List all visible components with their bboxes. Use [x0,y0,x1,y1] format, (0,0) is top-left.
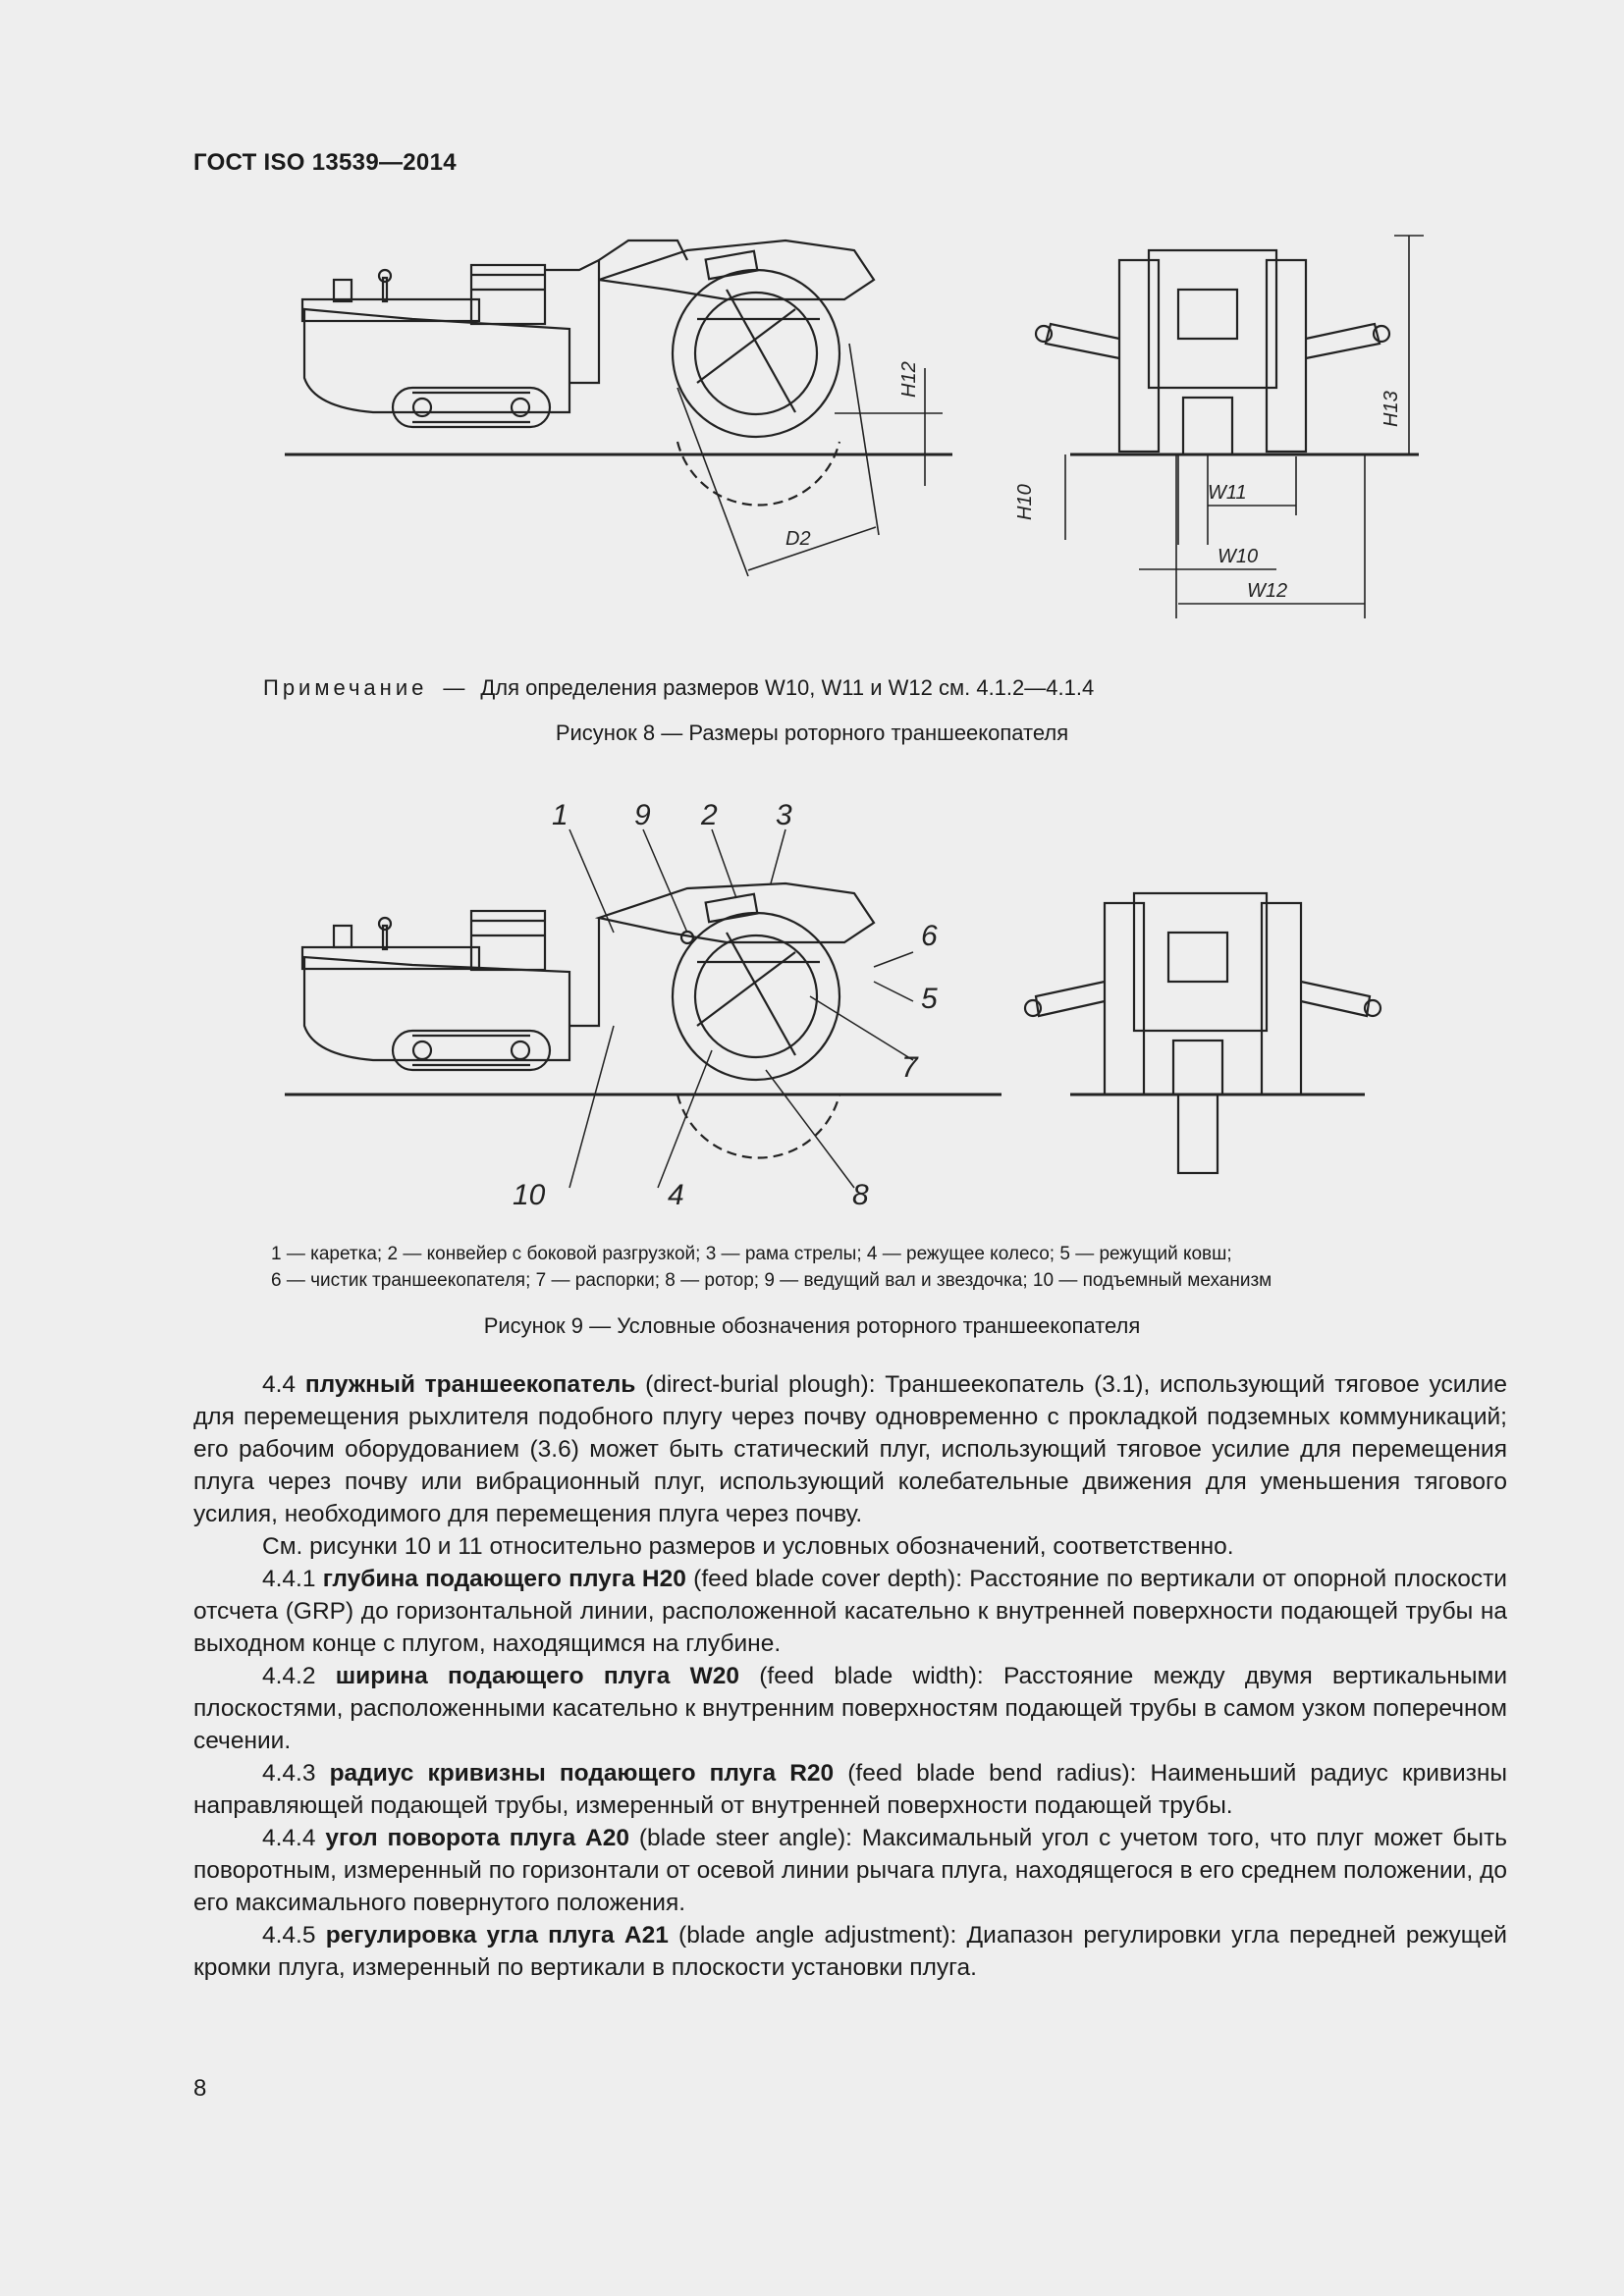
definition: (blade steer angle): Максимальный угол с учетом того, что плуг может быть поворотным, измеренный по горизонтали от осевой линии рычага плуга, находящегося в его среднем положении, до его максимального повернутого положения. [193,1825,1508,1916]
term: радиус кривизны подающего плуга R20 [329,1760,835,1787]
legend-line-2: 6 — чистик траншеекопателя; 7 — распорки; 8 — ротор; 9 — ведущий вал и звездочка; 10 — подъемный механизм [271,1270,1272,1291]
label-h12: H12 [898,361,920,398]
label-h10: H10 [1014,484,1036,520]
figure-8-drawing [275,221,1434,633]
label-d2: D2 [785,528,811,550]
figure-8-note [263,675,1094,701]
callout-8: 8 [852,1179,869,1211]
term: глубина подающего плуга H20 [322,1566,686,1592]
clause-number: 4.4 [262,1371,297,1398]
clause-number: 4.4.2 [262,1663,316,1689]
figure-9-drawing [275,800,1404,1212]
paragraph-4-4 [193,1368,1507,1530]
clause-number: 4.4.5 [262,1922,316,1949]
callout-5: 5 [921,983,938,1015]
paragraph-4-4-5 [193,1919,1507,1984]
term: угол поворота плуга A20 [325,1825,630,1851]
legend-line-1: 1 — каретка; 2 — конвейер с боковой разгрузкой; 3 — рама стрелы; 4 — режущее колесо; 5 — режущий ковш; [271,1244,1232,1264]
label-w12: W12 [1247,580,1288,602]
callout-10: 10 [513,1179,546,1211]
paragraph-4-4-3 [193,1757,1507,1822]
callout-9: 9 [634,800,651,831]
term: регулировка угла плуга A21 [325,1922,669,1949]
clause-number: 4.4.4 [262,1825,316,1851]
term: плужный траншеекопатель [304,1371,636,1398]
definition: (feed blade width): Расстояние между двумя вертикальными плоскостями, расположенными касательно к внутренним поверхностям подающей трубы в самом узком поперечном сечении. [193,1663,1508,1754]
paragraph-4-4-4 [193,1822,1507,1919]
paragraph-reference: См. рисунки 10 и 11 относительно размеров и условных обозначений, соответственно. [262,1533,1234,1560]
note-label: Примечание [263,675,428,700]
clause-number: 4.4.1 [262,1566,316,1592]
callout-7: 7 [901,1051,918,1084]
figure-9-legend [271,1241,1449,1294]
term: ширина подающего плуга W20 [335,1663,740,1689]
document-header: ГОСТ ISO 13539—2014 [193,149,457,176]
label-w11: W11 [1208,482,1247,504]
page-number: 8 [193,2075,207,2102]
callout-6: 6 [921,920,938,952]
note-dash: — [443,675,465,700]
callout-3: 3 [776,800,792,831]
callout-4: 4 [668,1179,684,1211]
body-text [193,1368,1507,1984]
figure-9-caption: Рисунок 9 — Условные обозначения роторного траншеекопателя [483,1313,1141,1338]
figure-8-caption: Рисунок 8 — Размеры роторного траншеекопателя [555,721,1069,745]
note-text: Для определения размеров W10, W11 и W12 см. 4.1.2—4.1.4 [480,675,1095,700]
label-w10: W10 [1218,546,1259,567]
paragraph-4-4-2 [193,1660,1507,1757]
callout-2: 2 [701,800,718,831]
paragraph-4-4-1 [193,1563,1507,1660]
definition: (feed blade cover depth): Расстояние по вертикали от опорной плоскости отсчета (GRP) до горизонтальной линии, расположенной касательно к внутренней поверхности подающей трубы на выходном конце с плугом, находящимся на глубине. [193,1566,1507,1657]
clause-number: 4.4.3 [262,1760,316,1787]
label-h13: H13 [1380,391,1402,427]
callout-1: 1 [552,800,568,831]
definition: (direct-burial plough): Траншеекопатель (3.1), использующий тяговое усилие для перемещения рыхлителя подобного плугу через почву одновременно с прокладкой подземных коммуникаций; его рабочим оборудованием (3.6) может быть статический плуг, использующий тяговое усилие для перемещения плуга через почву или вибрационный плуг, использующий колебательные движения для уменьшения тягового усилия, необходимого для перемещения плуга через почву. [193,1371,1507,1527]
definition: (blade angle adjustment): Диапазон регулировки угла передней режущей кромки плуга, измеренный по вертикали в плоскости установки плуга. [193,1922,1507,1981]
definition: (feed blade bend radius): Наименьший радиус кривизны направляющей подающей трубы, измеренный от внутренней поверхности подающей трубы. [193,1760,1507,1819]
